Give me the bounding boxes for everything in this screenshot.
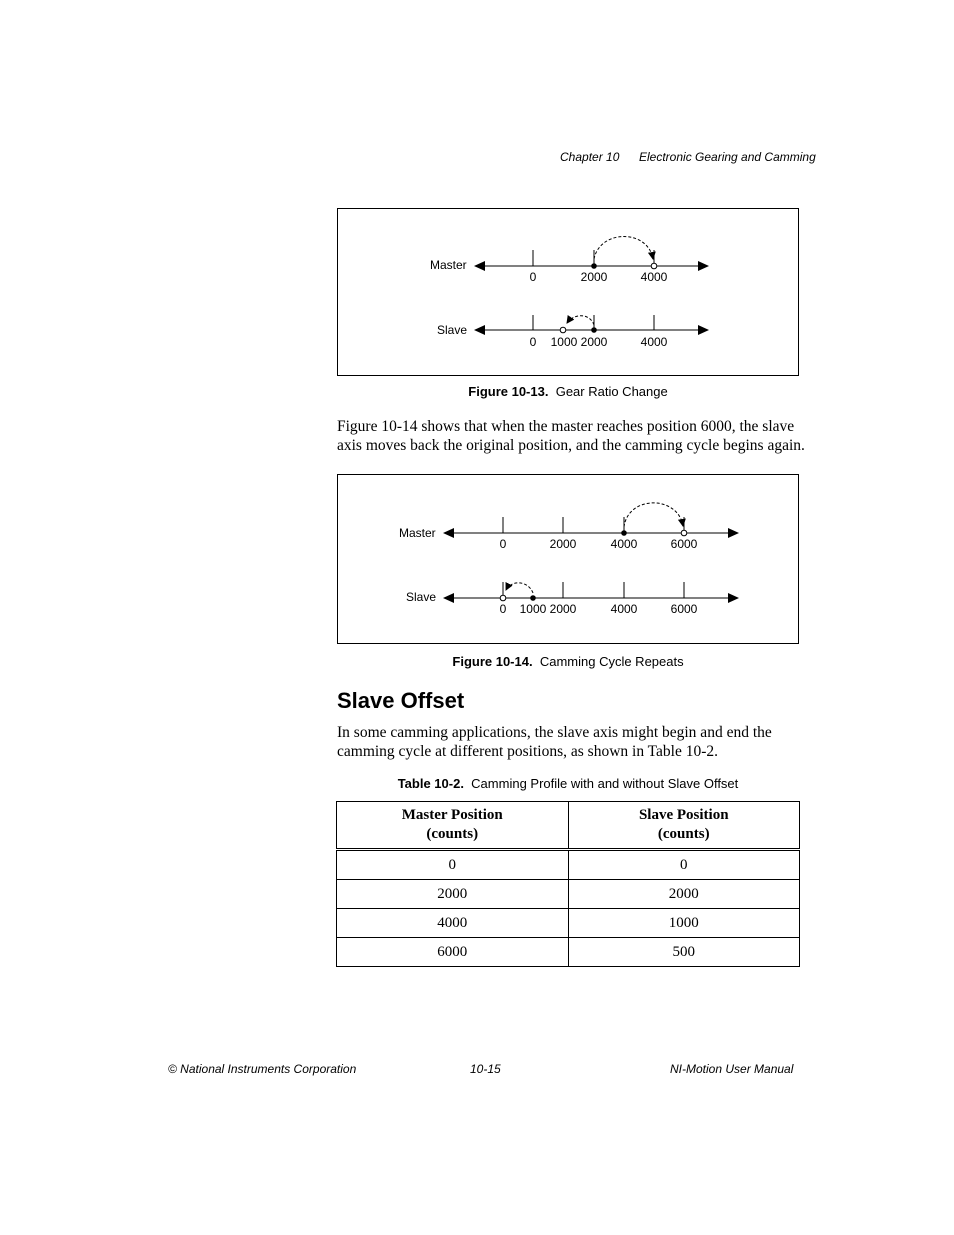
table-cell-slave: 0 bbox=[568, 850, 800, 880]
camming-cycle-diagram bbox=[338, 475, 800, 645]
figure-10-14 bbox=[337, 474, 799, 644]
section-paragraph: In some camming applications, the slave axis might begin and end the camming cycle at different positions, as shown in Table 10-2. bbox=[337, 724, 772, 760]
master-move-arc bbox=[594, 237, 653, 260]
column-header-line2: (counts) bbox=[426, 826, 479, 842]
master-axis-right-arrowhead bbox=[698, 261, 709, 271]
column-header-line2: (counts) bbox=[657, 826, 710, 842]
running-header-title: Electronic Gearing and Camming bbox=[639, 150, 816, 164]
master-end-point bbox=[681, 530, 687, 536]
master-axis-label: Master bbox=[430, 258, 467, 272]
table-cell-slave: 2000 bbox=[568, 880, 800, 909]
figure-10-13-title: Gear Ratio Change bbox=[555, 384, 668, 399]
slave-axis-right-arrowhead bbox=[728, 593, 739, 603]
slave-axis-label: Slave bbox=[437, 323, 468, 337]
slave-tick-label-1000-2000: 1000 2000 bbox=[550, 335, 608, 349]
column-header-slave-position bbox=[568, 802, 800, 850]
footer-copyright: © National Instruments Corporation bbox=[168, 1062, 357, 1076]
slave-axis-right-arrowhead bbox=[698, 325, 709, 335]
slave-axis-label: Slave bbox=[406, 590, 437, 604]
slave-tick-label-4000: 4000 bbox=[640, 335, 668, 349]
table-cell-master: 0 bbox=[337, 850, 569, 880]
master-end-point bbox=[651, 263, 657, 269]
slave-start-point bbox=[560, 327, 566, 333]
table-10-2-title: Camming Profile with and without Slave Offset bbox=[471, 776, 739, 791]
master-move-arc bbox=[624, 503, 683, 527]
footer-page-number: 10-15 bbox=[470, 1062, 501, 1076]
slave-axis-left-arrowhead bbox=[443, 593, 454, 603]
footer-manual-title: NI-Motion User Manual bbox=[670, 1062, 794, 1076]
gear-ratio-diagram bbox=[338, 209, 800, 377]
figure-10-14-number: Figure 10-14. bbox=[452, 654, 533, 669]
figure-10-13 bbox=[337, 208, 799, 376]
master-axis-left-arrowhead bbox=[443, 528, 454, 538]
table-row bbox=[337, 938, 800, 967]
slave-end-point bbox=[500, 595, 506, 601]
running-header-chapter: Chapter 10 bbox=[560, 150, 620, 164]
slave-end-point bbox=[591, 327, 597, 333]
table-row bbox=[337, 850, 800, 880]
master-tick-label-0: 0 bbox=[529, 270, 537, 284]
slave-axis-left-arrowhead bbox=[474, 325, 485, 335]
camming-profile-table bbox=[336, 801, 800, 967]
master-axis-right-arrowhead bbox=[728, 528, 739, 538]
figure-10-13-caption bbox=[337, 384, 799, 399]
table-10-2-number: Table 10-2. bbox=[397, 776, 464, 791]
section-heading: Slave Offset bbox=[337, 688, 465, 713]
master-axis-left-arrowhead bbox=[474, 261, 485, 271]
table-cell-slave: 500 bbox=[568, 938, 800, 967]
table-row bbox=[337, 880, 800, 909]
master-tick-label-2000: 2000 bbox=[549, 537, 577, 551]
master-tick-label-6000: 6000 bbox=[670, 537, 698, 551]
slave-start-point bbox=[530, 595, 536, 601]
column-header-line1: Master Position bbox=[401, 807, 503, 823]
master-start-point bbox=[591, 263, 597, 269]
slave-tick-label-0: 0 bbox=[529, 335, 537, 349]
slave-tick-label-1000-2000: 1000 2000 bbox=[519, 602, 577, 616]
figure-10-14-caption bbox=[337, 654, 799, 669]
paragraph-figure-10-14-intro: Figure 10-14 shows that when the master reaches position 6000, the slave axis moves back the original position, and the camming cycle begins again. bbox=[337, 418, 805, 454]
table-10-2-caption bbox=[337, 776, 799, 791]
table-cell-master: 6000 bbox=[337, 938, 569, 967]
slave-move-arc bbox=[567, 316, 594, 325]
column-header-line1: Slave Position bbox=[638, 807, 729, 823]
master-tick-label-2000: 2000 bbox=[580, 270, 608, 284]
figure-10-13-number: Figure 10-13. bbox=[468, 384, 549, 399]
table-cell-master: 2000 bbox=[337, 880, 569, 909]
slave-move-arc bbox=[506, 583, 533, 593]
table-row bbox=[337, 909, 800, 938]
slave-tick-label-4000: 4000 bbox=[610, 602, 638, 616]
slave-tick-label-0: 0 bbox=[499, 602, 507, 616]
master-tick-label-4000: 4000 bbox=[610, 537, 638, 551]
master-start-point bbox=[621, 530, 627, 536]
slave-tick-label-6000: 6000 bbox=[670, 602, 698, 616]
table-header-row bbox=[337, 802, 800, 850]
column-header-master-position bbox=[337, 802, 569, 850]
master-tick-label-0: 0 bbox=[499, 537, 507, 551]
table-cell-slave: 1000 bbox=[568, 909, 800, 938]
master-tick-label-4000: 4000 bbox=[640, 270, 668, 284]
figure-10-14-title: Camming Cycle Repeats bbox=[539, 654, 684, 669]
master-axis-label: Master bbox=[399, 526, 436, 540]
table-cell-master: 4000 bbox=[337, 909, 569, 938]
